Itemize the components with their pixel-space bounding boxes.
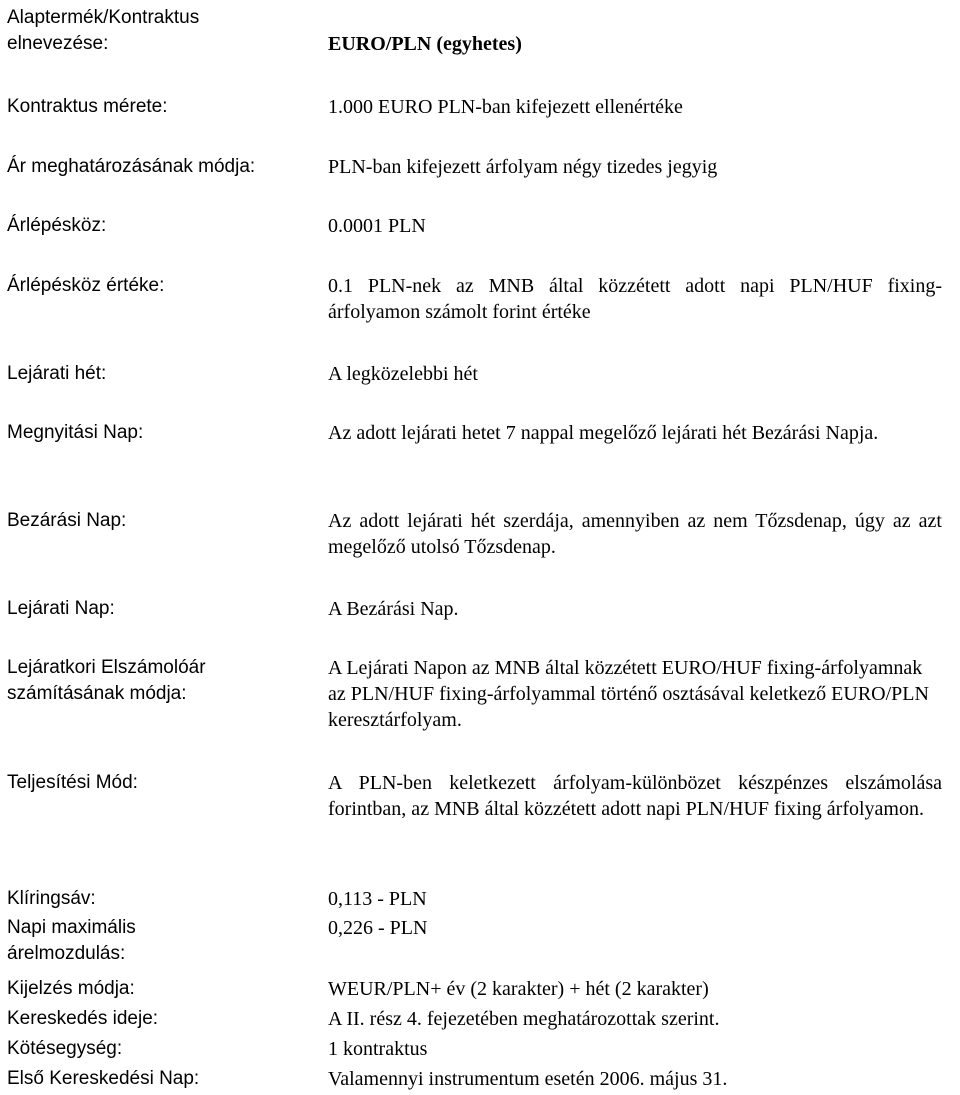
row-label: Árlépésköz:	[7, 215, 107, 236]
row-value: Valamennyi instrumentum esetén 2006. május 31.	[328, 1068, 728, 1090]
row-label: Klíringsáv:	[7, 888, 96, 909]
row-label: Bezárási Nap:	[7, 510, 127, 531]
row-value: 0,226 - PLN	[328, 917, 428, 939]
row-label: Alaptermék/Kontraktus elnevezése:	[7, 7, 200, 54]
row-value: 0,113 - PLN	[328, 888, 427, 910]
row-value: PLN-ban kifejezett árfolyam négy tizedes jegyig	[328, 156, 718, 178]
row-value: 1 kontraktus	[328, 1038, 428, 1060]
row-value: Az adott lejárati hét szerdája, amennyiben az nem Tőzsdenap, úgy az azt megelőző utolsó Tőzsdenap.	[328, 510, 942, 558]
row-value: A II. rész 4. fejezetében meghatározottak szerint.	[328, 1008, 720, 1030]
row-label: Kötésegység:	[7, 1038, 123, 1059]
row-label: Ár meghatározásának módja:	[7, 156, 256, 177]
row-label: Kontraktus mérete:	[7, 96, 168, 117]
row-label: Lejáratkori Elszámolóár számításának módja:	[7, 657, 206, 704]
row-value: WEUR/PLN+ év (2 karakter) + hét (2 karakter)	[328, 978, 709, 1000]
row-value: 0.0001 PLN	[328, 215, 426, 237]
row-value: 0.1 PLN-nek az MNB által közzétett adott napi PLN/HUF fixing-árfolyamon számolt forint értéke	[328, 275, 942, 323]
row-value: EURO/PLN (egyhetes)	[328, 33, 522, 55]
row-label: Kijelzés módja:	[7, 978, 135, 999]
row-label: Első Kereskedési Nap:	[7, 1068, 200, 1089]
row-value: 1.000 EURO PLN-ban kifejezett ellenértéke	[328, 96, 683, 118]
row-label: Napi maximális árelmozdulás:	[7, 917, 136, 964]
row-label: Teljesítési Mód:	[7, 772, 138, 793]
row-value: A legközelebbi hét	[328, 363, 478, 385]
row-label: Lejárati Nap:	[7, 598, 115, 619]
row-label: Árlépésköz értéke:	[7, 275, 165, 296]
row-value: Az adott lejárati hetet 7 nappal megelőző lejárati hét Bezárási Napja.	[328, 422, 879, 444]
row-label: Megnyitási Nap:	[7, 422, 144, 443]
row-value: A PLN-ben keletkezett árfolyam-különbözet készpénzes elszámolása forintban, az MNB által közzétett adott napi PLN/HUF fixing árfolyamon.	[328, 772, 942, 820]
row-label: Lejárati hét:	[7, 363, 107, 384]
row-value: A Bezárási Nap.	[328, 598, 459, 620]
row-value: A Lejárati Napon az MNB által közzétett EURO/HUF fixing-árfolyamnak az PLN/HUF fixing-árfolyammal történő osztásával keletkező EURO/PLN keresztárfolyam.	[328, 657, 929, 731]
row-label: Kereskedés ideje:	[7, 1008, 159, 1029]
